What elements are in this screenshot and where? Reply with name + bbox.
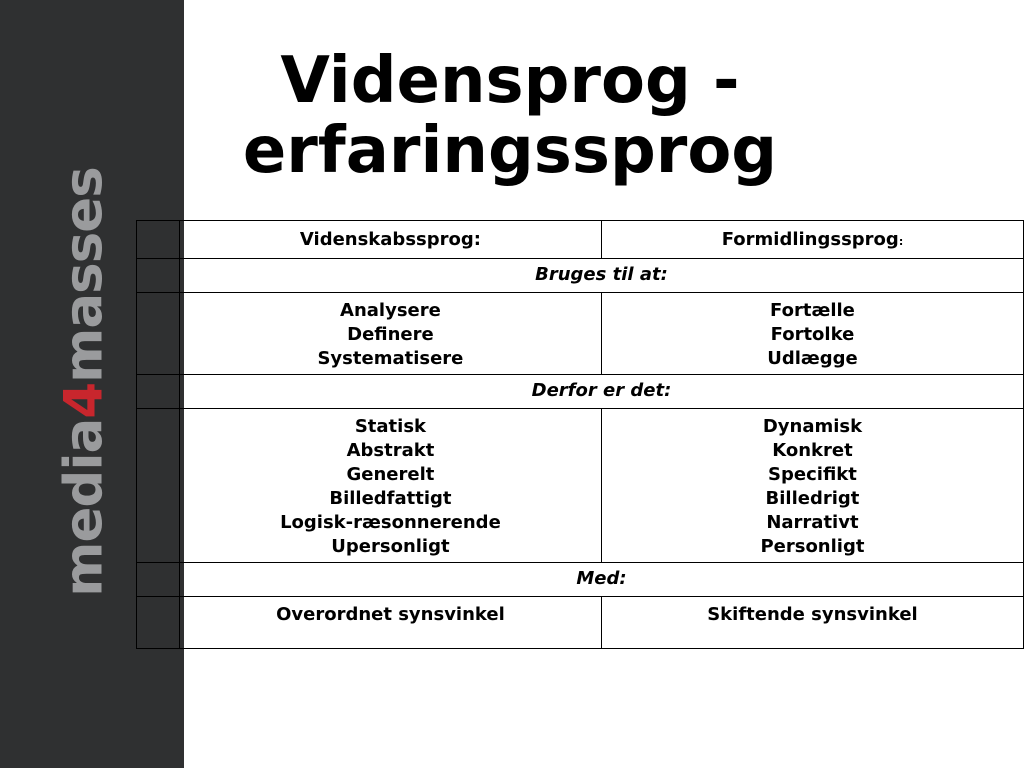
content-right-1 xyxy=(601,293,1023,375)
content-left-2 xyxy=(179,409,601,563)
logo-part-4: 4 xyxy=(53,382,115,419)
content-row-2 xyxy=(137,409,1024,563)
section-row-1 xyxy=(137,259,1024,293)
content-left-1 xyxy=(179,293,601,375)
list-item: Dynamisk xyxy=(762,416,863,437)
list-item: Udlægge xyxy=(767,348,858,369)
content-row-1 xyxy=(137,293,1024,375)
title-line-2: erfaringssprog xyxy=(242,114,778,188)
header-right xyxy=(602,221,1023,256)
list-item: Definere xyxy=(347,324,434,345)
list-item: Upersonligt xyxy=(331,536,450,557)
title-line-1: Vidensprog - xyxy=(280,44,740,118)
list-left-1 xyxy=(180,293,601,373)
section-cell-2 xyxy=(179,375,1023,409)
list-item: Personligt xyxy=(760,536,865,557)
brand-logo-text xyxy=(53,167,115,597)
row-stub xyxy=(137,409,180,563)
header-right-text: Formidlingssprog xyxy=(721,229,899,250)
list-item: Billedrigt xyxy=(765,488,860,509)
section-cell-3 xyxy=(179,563,1023,597)
list-item: Analysere xyxy=(340,300,441,321)
list-item: Statisk xyxy=(354,416,427,437)
list-item: Generelt xyxy=(346,464,435,485)
list-item: Systematisere xyxy=(317,348,464,369)
section-label-1: Bruges til at: xyxy=(535,264,668,285)
header-left: Videnskabssprog: xyxy=(299,229,481,250)
header-row xyxy=(137,221,1024,259)
header-right-colon: : xyxy=(898,235,904,248)
list-item: Logisk-ræsonnerende xyxy=(280,512,501,533)
list-right-2 xyxy=(602,409,1023,561)
list-item: Narrativt xyxy=(766,512,859,533)
row-stub xyxy=(137,563,180,597)
section-row-3 xyxy=(137,563,1024,597)
row-stub xyxy=(137,293,180,375)
text-left-3: Overordnet synsvinkel xyxy=(276,604,505,625)
list-item: Billedfattigt xyxy=(329,488,452,509)
list-item: Konkret xyxy=(772,440,853,461)
slide-title xyxy=(200,46,820,186)
row-stub xyxy=(137,259,180,293)
brand-logo xyxy=(44,167,124,597)
list-left-2 xyxy=(180,409,601,561)
section-label-2: Derfor er det: xyxy=(531,380,672,401)
content-right-2 xyxy=(601,409,1023,563)
comparison-table xyxy=(136,220,1024,649)
section-row-2 xyxy=(137,375,1024,409)
section-cell-1 xyxy=(179,259,1023,293)
logo-part-media: media xyxy=(53,418,115,597)
list-item: Fortælle xyxy=(770,300,855,321)
list-item: Fortolke xyxy=(770,324,855,345)
content-left-3 xyxy=(179,597,601,649)
row-stub xyxy=(137,375,180,409)
logo-part-masses: masses xyxy=(53,167,115,383)
content-row-3 xyxy=(137,597,1024,649)
section-label-3: Med: xyxy=(576,568,627,589)
header-right-cell xyxy=(601,221,1023,259)
list-item: Specifikt xyxy=(768,464,857,485)
header-left-cell xyxy=(179,221,601,259)
list-right-1 xyxy=(602,293,1023,373)
list-item: Abstrakt xyxy=(346,440,435,461)
row-stub xyxy=(137,221,180,259)
text-right-3: Skiftende synsvinkel xyxy=(707,604,918,625)
row-stub xyxy=(137,597,180,649)
content-right-3 xyxy=(601,597,1023,649)
